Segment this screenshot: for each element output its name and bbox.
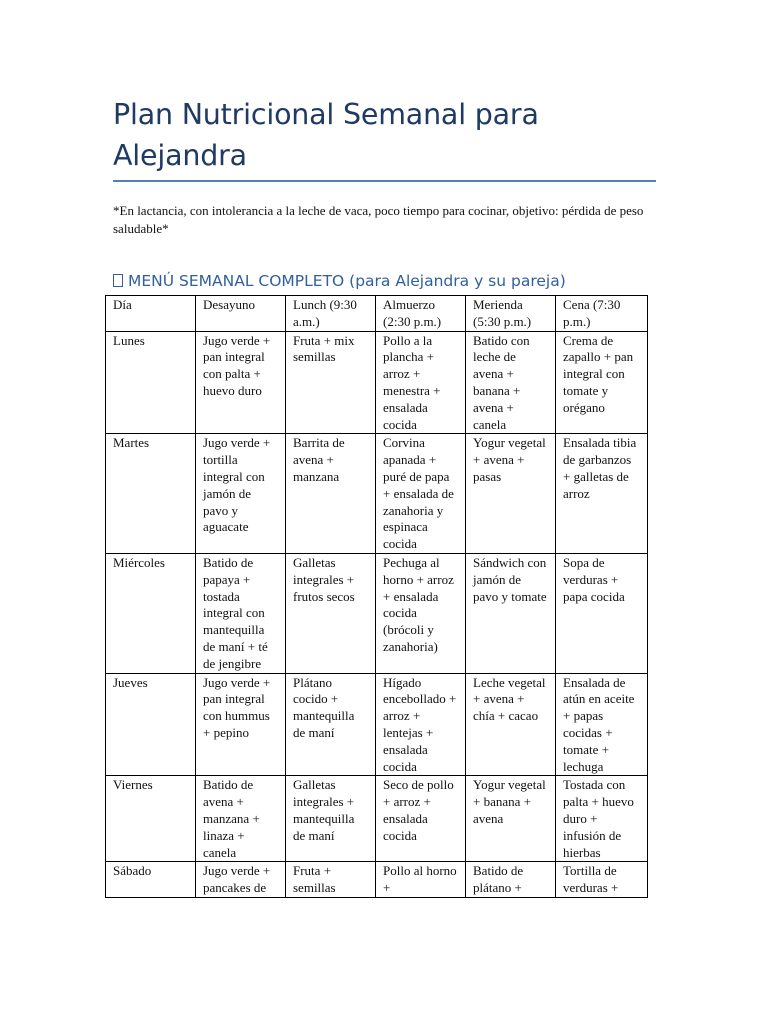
cena-cell: Crema de zapallo + pan integral con tomate y orégano xyxy=(556,331,648,434)
lunch-cell: Galletas integrales + frutos secos xyxy=(286,553,376,673)
lunch-cell: Galletas integrales + mantequilla de maní xyxy=(286,776,376,862)
merienda-cell: Yogur vegetal + banana + avena xyxy=(466,776,556,862)
day-cell: Jueves xyxy=(106,673,196,776)
cena-cell: Ensalada tibia de garbanzos + galletas de arroz xyxy=(556,434,648,554)
title-underline xyxy=(113,180,656,182)
almuerzo-cell: Pechuga al horno + arroz + ensalada cocida (brócoli y zanahoria) xyxy=(376,553,466,673)
lunch-cell: Fruta + mix semillas xyxy=(286,331,376,434)
table-row xyxy=(106,434,648,554)
lunch-cell: Fruta + semillas xyxy=(286,862,376,898)
merienda-cell: Batido de plátano + xyxy=(466,862,556,898)
desayuno-cell: Batido de papaya + tostada integral con mantequilla de maní + té de jengibre xyxy=(196,553,286,673)
header-cell-desayuno: Desayuno xyxy=(196,296,286,332)
header-cell-cena: Cena (7:30 p.m.) xyxy=(556,296,648,332)
table-row xyxy=(106,862,648,898)
header-cell-dia: Día xyxy=(106,296,196,332)
missing-glyph-icon xyxy=(113,274,123,287)
merienda-cell: Yogur vegetal + avena + pasas xyxy=(466,434,556,554)
day-cell: Miércoles xyxy=(106,553,196,673)
cena-cell: Tortilla de verduras + xyxy=(556,862,648,898)
desayuno-cell: Batido de avena + manzana + linaza + canela xyxy=(196,776,286,862)
document-title: Plan Nutricional Semanal para Alejandra xyxy=(113,98,539,172)
day-cell: Viernes xyxy=(106,776,196,862)
lunch-cell: Plátano cocido + mantequilla de maní xyxy=(286,673,376,776)
table-row xyxy=(106,776,648,862)
table-header-row xyxy=(106,296,648,332)
table-row xyxy=(106,553,648,673)
cena-cell: Sopa de verduras + papa cocida xyxy=(556,553,648,673)
almuerzo-cell: Hígado encebollado + arroz + lentejas + ensalada cocida xyxy=(376,673,466,776)
header-cell-lunch: Lunch (9:30 a.m.) xyxy=(286,296,376,332)
weekly-menu-table xyxy=(105,295,648,898)
desayuno-cell: Jugo verde + tortilla integral con jamón de pavo y aguacate xyxy=(196,434,286,554)
almuerzo-cell: Corvina apanada + puré de papa + ensalada de zanahoria y espinaca cocida xyxy=(376,434,466,554)
day-cell: Martes xyxy=(106,434,196,554)
table-row xyxy=(106,673,648,776)
lunch-cell: Barrita de avena + manzana xyxy=(286,434,376,554)
document-subtitle: *En lactancia, con intolerancia a la leche de vaca, poco tiempo para cocinar, objetivo: pérdida de peso saludable* xyxy=(113,203,644,236)
header-cell-merienda: Merienda (5:30 p.m.) xyxy=(466,296,556,332)
section-heading xyxy=(113,270,673,292)
merienda-cell: Leche vegetal + avena + chía + cacao xyxy=(466,673,556,776)
table-row xyxy=(106,331,648,434)
cena-cell: Tostada con palta + huevo duro + infusión de hierbas xyxy=(556,776,648,862)
merienda-cell: Batido con leche de avena + banana + avena + canela xyxy=(466,331,556,434)
desayuno-cell: Jugo verde + pancakes de xyxy=(196,862,286,898)
almuerzo-cell: Seco de pollo + arroz + ensalada cocida xyxy=(376,776,466,862)
cena-cell: Ensalada de atún en aceite + papas cocidas + tomate + lechuga xyxy=(556,673,648,776)
desayuno-cell: Jugo verde + pan integral con hummus + pepino xyxy=(196,673,286,776)
day-cell: Lunes xyxy=(106,331,196,434)
day-cell: Sábado xyxy=(106,862,196,898)
section-heading-text: MENÚ SEMANAL COMPLETO (para Alejandra y su pareja) xyxy=(128,272,566,290)
desayuno-cell: Jugo verde + pan integral con palta + huevo duro xyxy=(196,331,286,434)
merienda-cell: Sándwich con jamón de pavo y tomate xyxy=(466,553,556,673)
header-cell-almuerzo: Almuerzo (2:30 p.m.) xyxy=(376,296,466,332)
almuerzo-cell: Pollo al horno + xyxy=(376,862,466,898)
almuerzo-cell: Pollo a la plancha + arroz + menestra + ensalada cocida xyxy=(376,331,466,434)
